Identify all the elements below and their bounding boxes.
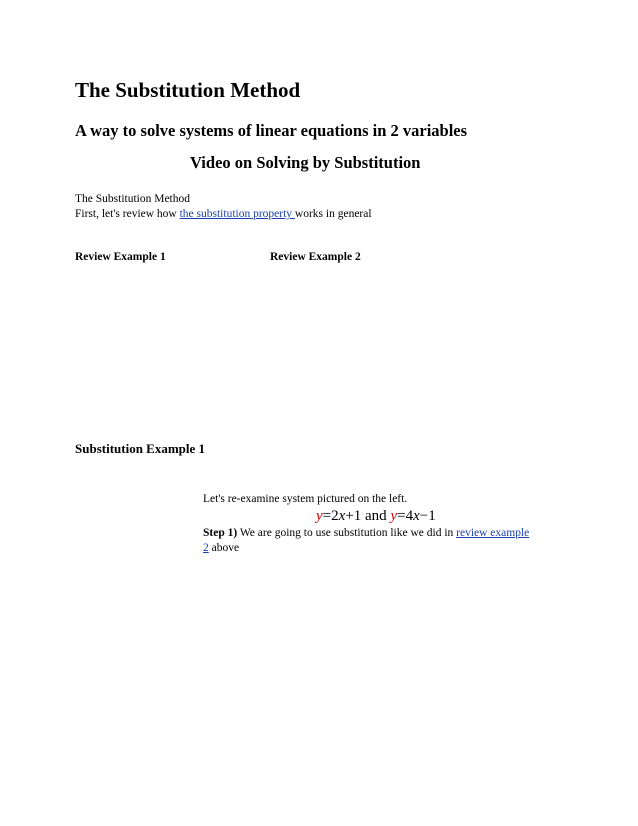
substitution-property-link[interactable]: the substitution property [179, 208, 295, 220]
step-1-text: We are going to use substitution like we did in [237, 527, 457, 539]
equation-y2: y [390, 508, 398, 524]
equation-rhs2b: −1 [419, 508, 436, 524]
equation-rhs2a: =4 [397, 508, 414, 524]
step-1-tail: above [208, 542, 240, 554]
review-example-2-label: Review Example 2 [270, 251, 361, 263]
step-1-paren: ) [233, 527, 238, 539]
intro-suffix: works in general [294, 208, 372, 220]
step-1-label: Step 1 [203, 527, 234, 539]
substitution-example-heading: Substitution Example 1 [75, 441, 206, 456]
review-example-2-link[interactable]: 2 [203, 542, 209, 554]
equation-x2: x [413, 508, 420, 524]
step-1-line-2 [203, 542, 239, 554]
review-example-link[interactable]: review example [456, 527, 530, 539]
page-title: The Substitution Method [75, 78, 301, 102]
page-subtitle: A way to solve systems of linear equations in 2 variables [75, 121, 468, 140]
system-equations [316, 508, 436, 525]
step-1-line [203, 527, 529, 539]
intro-prefix: First, let's review how [75, 208, 180, 220]
equation-x1: x [338, 508, 346, 524]
reexamine-text: Let's re-examine system pictured on the left. [203, 493, 408, 505]
equation-rhs1a: =2 [322, 508, 339, 524]
intro-line-1: The Substitution Method [75, 193, 190, 205]
equation-rhs1b: +1 and [345, 508, 391, 524]
equation-y1: y [316, 508, 323, 524]
review-example-1-label: Review Example 1 [75, 251, 166, 263]
intro-line-2 [75, 208, 372, 220]
video-heading: Video on Solving by Substitution [190, 153, 421, 172]
